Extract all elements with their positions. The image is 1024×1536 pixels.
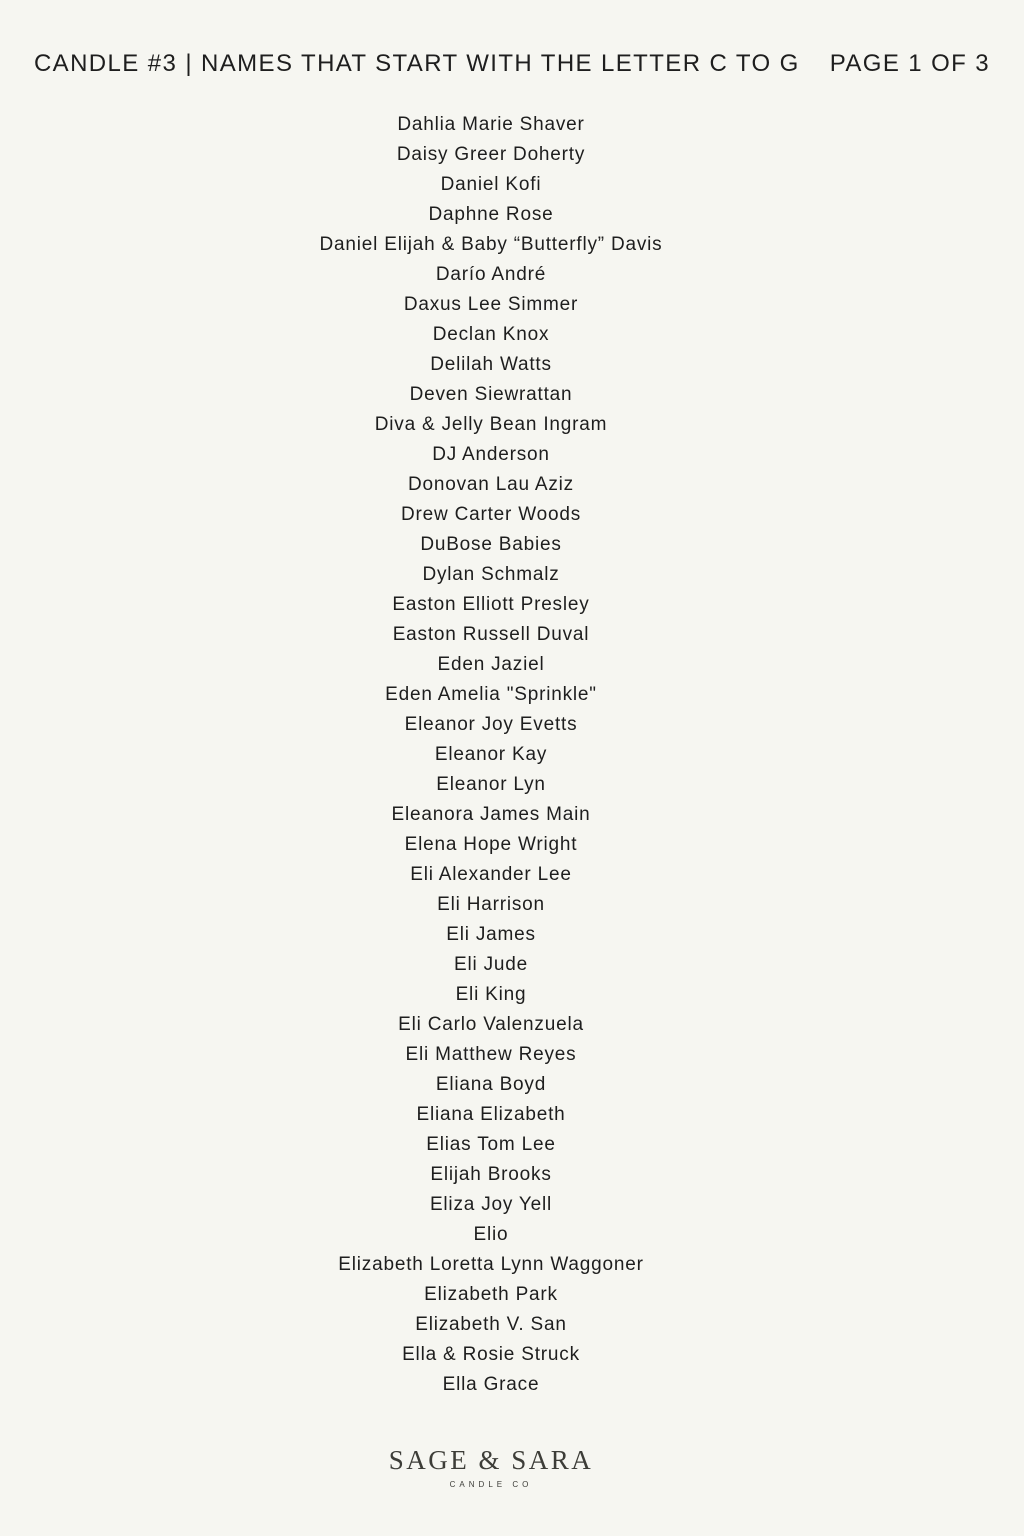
name-list-item: Delilah Watts — [430, 354, 552, 375]
name-list — [0, 111, 982, 1401]
name-list-item: Elizabeth Loretta Lynn Waggoner — [338, 1254, 644, 1275]
name-list-item: Drew Carter Woods — [400, 504, 582, 525]
name-list-item: Ella & Rosie Struck — [402, 1344, 580, 1365]
name-list-item: Eli Jude — [454, 954, 528, 975]
name-list-item: Eleanor Lyn — [436, 774, 546, 795]
brand-logo-name: SAGE & SARA — [388, 1445, 594, 1475]
name-list-item: DJ Anderson — [432, 444, 550, 465]
name-list-item: Daphne Rose — [428, 204, 554, 225]
page-header — [0, 48, 1024, 80]
name-list-item: Diva & Jelly Bean Ingram — [374, 414, 608, 435]
name-list-item: Dylan Schmalz — [422, 564, 560, 585]
name-list-item: Daxus Lee Simmer — [403, 294, 579, 315]
name-list-item: Eli Carlo Valenzuela — [398, 1014, 584, 1035]
page-title: CANDLE #3 | NAMES THAT START WITH THE LETTER C TO G — [33, 50, 800, 77]
name-list-item: Easton Russell Duval — [392, 624, 590, 645]
name-list-item: Daniel Kofi — [440, 174, 542, 195]
name-list-item: Eli Alexander Lee — [410, 864, 572, 885]
name-list-item: Ella Grace — [442, 1374, 540, 1395]
name-list-item: Eli James — [446, 924, 536, 945]
name-list-item: Eleanor Kay — [434, 744, 548, 765]
name-list-item: Elena Hope Wright — [404, 834, 578, 855]
name-list-item: Declan Knox — [432, 324, 550, 345]
name-list-item: Elias Tom Lee — [426, 1134, 556, 1155]
name-list-item: Elijah Brooks — [430, 1164, 552, 1185]
name-list-item: Daniel Elijah & Baby “Butterfly” Davis — [319, 234, 663, 255]
brand-logo — [0, 1444, 982, 1492]
name-list-item: Eliana Elizabeth — [416, 1104, 566, 1125]
name-list-item: Eli King — [455, 984, 527, 1005]
name-list-item: Daisy Greer Doherty — [396, 144, 586, 165]
name-list-item: Eden Jaziel — [437, 654, 545, 675]
name-list-item: Dahlia Marie Shaver — [397, 114, 585, 135]
name-list-item: Eleanor Joy Evetts — [404, 714, 578, 735]
name-list-item: Deven Siewrattan — [409, 384, 573, 405]
name-list-item: Eliza Joy Yell — [429, 1194, 553, 1215]
page-indicator: PAGE 1 OF 3 — [829, 50, 991, 77]
brand-logo-tagline: CANDLE CO — [449, 1480, 533, 1489]
name-list-item: Elizabeth V. San — [415, 1314, 567, 1335]
name-list-item: Eli Matthew Reyes — [405, 1044, 577, 1065]
name-list-item: DuBose Babies — [420, 534, 562, 555]
name-list-item: Elizabeth Park — [424, 1284, 558, 1305]
name-list-item: Eliana Boyd — [435, 1074, 547, 1095]
name-list-item: Darío André — [435, 264, 547, 285]
name-list-item: Donovan Lau Aziz — [408, 474, 574, 495]
name-list-item: Elio — [473, 1224, 509, 1245]
name-list-item: Eli Harrison — [437, 894, 545, 915]
name-list-item: Eden Amelia "Sprinkle" — [385, 684, 597, 705]
name-list-item: Eleanora James Main — [391, 804, 591, 825]
name-list-item: Easton Elliott Presley — [392, 594, 590, 615]
